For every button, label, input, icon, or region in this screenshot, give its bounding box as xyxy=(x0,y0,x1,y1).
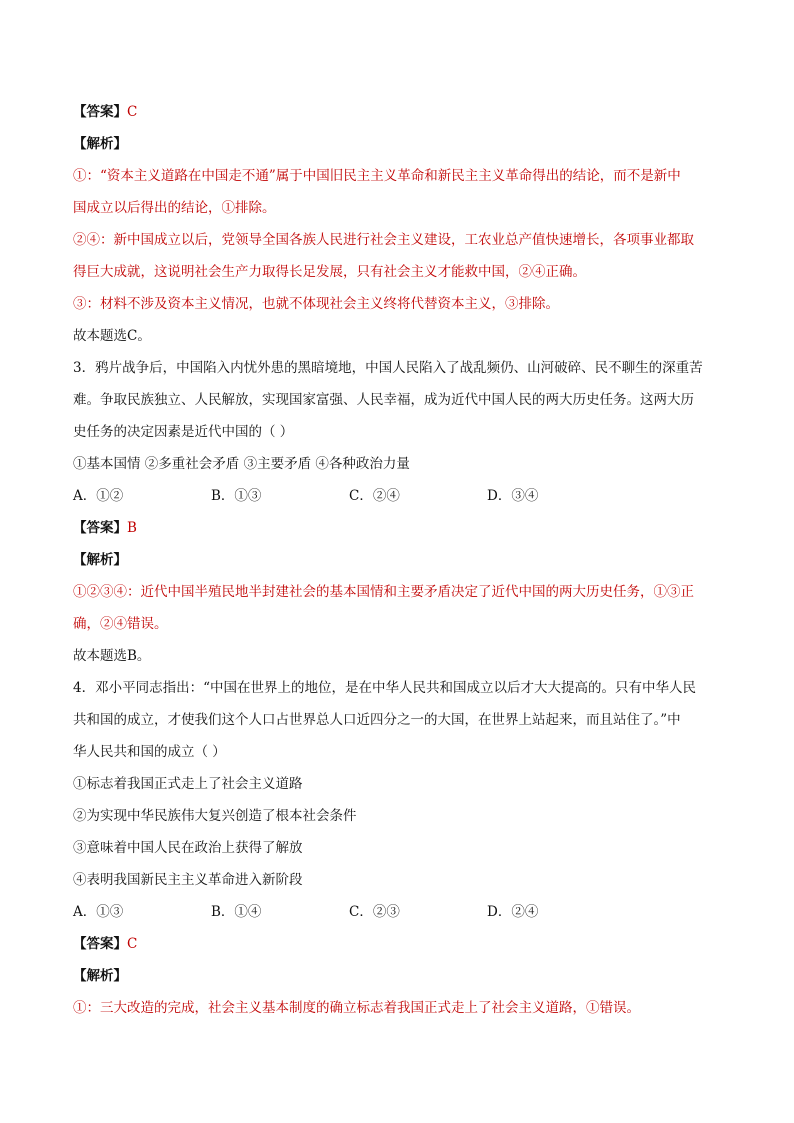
analysis-tag: 【解析】 xyxy=(73,136,127,152)
answer-line xyxy=(73,519,137,537)
analysis-line: ①：三大改造的完成，社会主义基本制度的确立标志着我国正式走上了社会主义道路，①错误。 xyxy=(73,1000,640,1016)
answer-tag: 【答案】 xyxy=(73,936,127,952)
options-row xyxy=(73,487,625,505)
answer-line xyxy=(73,103,137,121)
question-stem: 共和国的成立，才使我们这个人口占世界总人口近四分之一的大国，在世界上站起来，而且站住了。”中 xyxy=(73,712,681,728)
answer-tag: 【答案】 xyxy=(73,520,127,536)
option-d: D．③④ xyxy=(487,488,539,504)
question-stem: 3．鸦片战争后，中国陷入内忧外患的黑暗境地，中国人民陷入了战乱频仍、山河破碎、民不聊生的深重苦 xyxy=(73,360,703,376)
analysis-line: 确，②④错误。 xyxy=(73,616,168,632)
question-item: ③意味着中国人民在政治上获得了解放 xyxy=(73,840,303,856)
conclusion-line: 故本题选B。 xyxy=(73,648,151,664)
option-a: A．①③ xyxy=(73,904,124,920)
analysis-line: ①：“资本主义道路在中国走不通”属于中国旧民主主义革命和新民主主义革命得出的结论，而不是新中 xyxy=(73,168,681,184)
conclusion-line: 故本题选C。 xyxy=(73,328,151,344)
question-stem: 史任务的决定因素是近代中国的（ ） xyxy=(73,424,294,440)
option-c: C．②④ xyxy=(349,488,400,504)
option-d: D．②④ xyxy=(487,904,539,920)
answer-line xyxy=(73,935,137,953)
analysis-line: ①②③④：近代中国半殖民地半封建社会的基本国情和主要矛盾决定了近代中国的两大历史任务，①③正 xyxy=(73,584,694,600)
answer-value: C xyxy=(127,104,138,120)
analysis-tag: 【解析】 xyxy=(73,968,127,984)
analysis-line: ③：材料不涉及资本主义情况，也就不体现社会主义终将代替资本主义，③排除。 xyxy=(73,296,559,312)
answer-value: C xyxy=(127,936,138,952)
option-a: A．①② xyxy=(73,488,124,504)
question-stem: 难。争取民族独立、人民解放，实现国家富强、人民幸福，成为近代中国人民的两大历史任务。这两大历 xyxy=(73,392,694,408)
question-stem: 4．邓小平同志指出：“中国在世界上的地位，是在中华人民共和国成立以后才大大提高的。只有中华人民 xyxy=(73,680,696,696)
answer-value: B xyxy=(127,520,137,536)
analysis-line: 得巨大成就，这说明社会生产力取得长足发展，只有社会主义才能救中国，②④正确。 xyxy=(73,264,586,280)
question-item: ①标志着我国正式走上了社会主义道路 xyxy=(73,776,303,792)
question-stem: 华人民共和国的成立（ ） xyxy=(73,744,226,760)
question-item: ④表明我国新民主主义革命进入新阶段 xyxy=(73,872,303,888)
option-b: B．①③ xyxy=(211,488,262,504)
option-c: C．②③ xyxy=(349,904,400,920)
options-row xyxy=(73,903,625,921)
question-items: ①基本国情 ②多重社会矛盾 ③主要矛盾 ④各种政治力量 xyxy=(73,456,410,472)
option-b: B．①④ xyxy=(211,904,262,920)
analysis-tag: 【解析】 xyxy=(73,552,127,568)
analysis-line: 国成立以后得出的结论，①排除。 xyxy=(73,200,276,216)
analysis-line: ②④：新中国成立以后，党领导全国各族人民进行社会主义建设，工农业总产值快速增长，各项事业都取 xyxy=(73,232,694,248)
answer-tag: 【答案】 xyxy=(73,104,127,120)
question-item: ②为实现中华民族伟大复兴创造了根本社会条件 xyxy=(73,808,357,824)
